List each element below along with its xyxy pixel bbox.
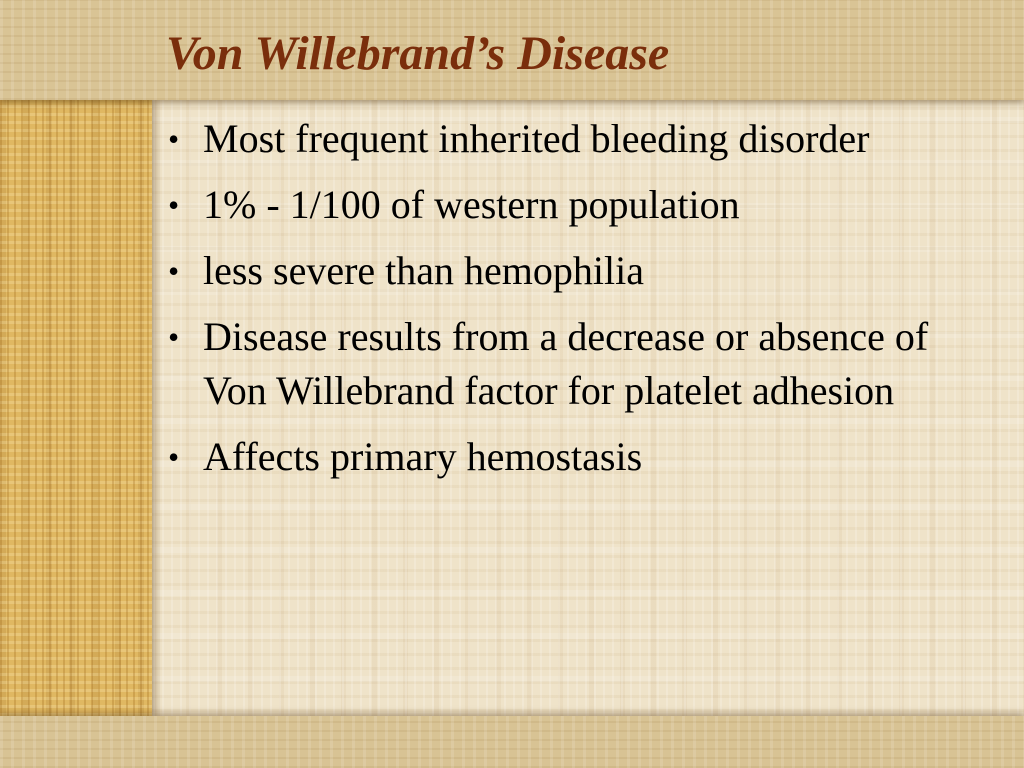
bullet-text: Most frequent inherited bleeding disorder (203, 116, 870, 161)
decorative-side-strip (0, 100, 152, 716)
bullet-icon: • (168, 439, 180, 475)
bullet-icon: • (168, 187, 180, 223)
bullet-text: 1% - 1/100 of western population (203, 182, 740, 227)
bullet-list (166, 112, 996, 484)
footer-band (0, 716, 1024, 768)
bullet-item (166, 112, 996, 166)
bullet-icon: • (168, 121, 180, 157)
bullet-item (166, 244, 996, 298)
bullet-item (166, 178, 996, 232)
bullet-item (166, 310, 996, 418)
bullet-icon: • (168, 319, 180, 355)
slide-title: Von Willebrand’s Disease (166, 27, 670, 80)
bullet-text: less severe than hemophilia (203, 248, 644, 293)
bullet-text: Disease results from a decrease or absence of Von Willebrand factor for platelet adhesion (203, 314, 929, 413)
bullet-item (166, 430, 996, 484)
slide-body (166, 112, 996, 496)
bullet-text: Affects primary hemostasis (203, 434, 643, 479)
bullet-icon: • (168, 253, 180, 289)
